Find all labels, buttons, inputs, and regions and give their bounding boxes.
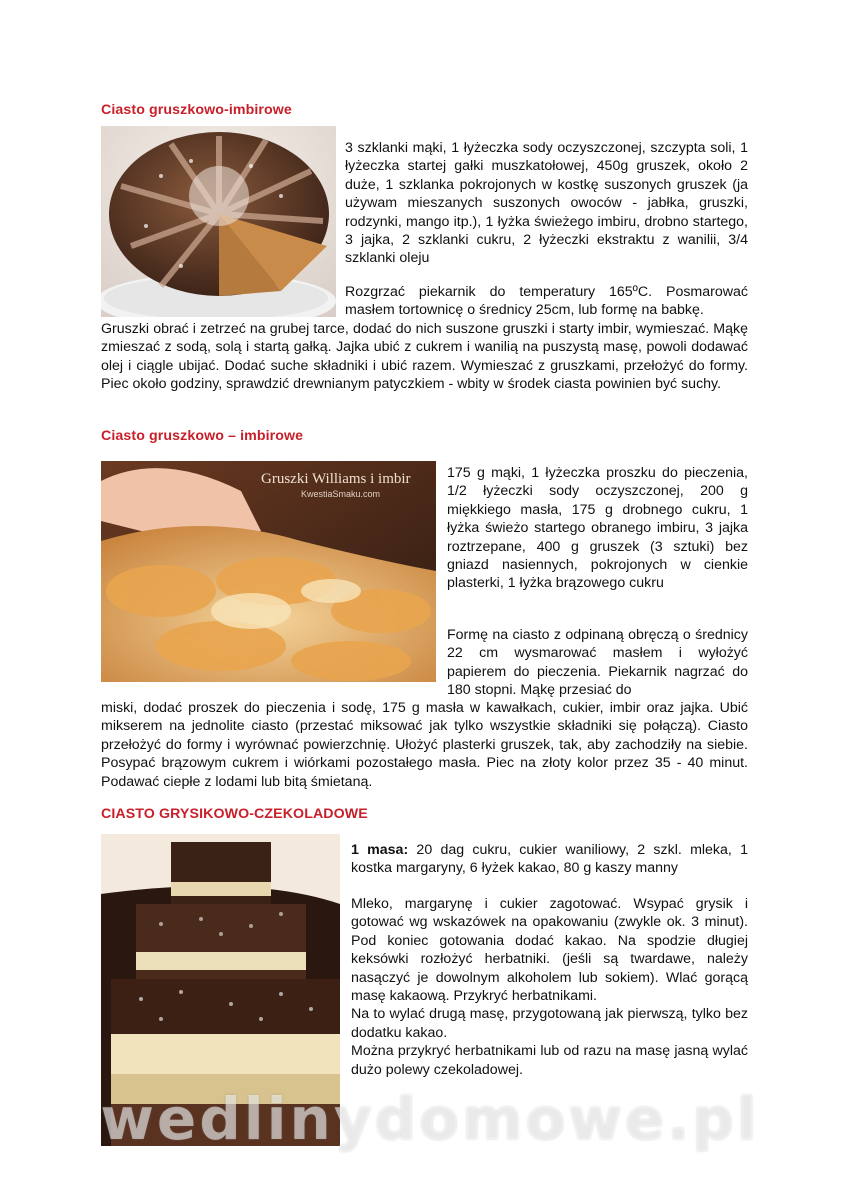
recipe-1-method: Gruszki obrać i zetrzeć na grubej tarce, dodać do nich suszone gruszki i starty imbir, wymieszać. Mąkę zmieszać z sodą, solą i startą gałką. Jajka ubić z cukrem i wanilią na puszystą masę, powoli dodawać olej i ciągle ubijać. Dodać suche składniki i ubić razem. Wymieszać z gruszkami, przełożyć do formy. Piec około godziny, sprawdzić drewnianym patyczkiem - wbity w środek ciasta powinien być suchy.	[101, 321, 748, 393]
recipe-1-title: Ciasto gruszkowo-imbirowe	[101, 102, 292, 118]
method-paragraph: Mleko, margarynę i cukier zagotować. Wsypać grysik i gotować wg wskazówek na opakowaniu (zwykle ok. 3 minut). Pod koniec gotowania dodać kakao. Na spodzie długiej keksówki rozłożyć herbatniki. (jeśli są twardawe, należy nasączyć je dowolnym alkoholem lub sokiem). Wlać gorącą masę kakaową. Przykryć herbatnikami.	[351, 896, 748, 1005]
recipe-2-method: miski, dodać proszek do pieczenia i sodę, 175 g masła w kawałkach, cukier, imbir oraz jajka. Ubić mikserem na jednolite ciasto (przestać miksować jak tylko wszystkie składniki się połączą). Ciasto przełożyć do formy i wyrównać powierzchnię. Ułożyć plasterki gruszek, tak, aby zachodziły na siebie. Posypać brązowym cukrem i wiórkami pozostałego masła. Piec na złoty kolor przez 35 - 40 minut. Podawać ciepłe z lodami lub bitą śmietaną.	[101, 700, 748, 790]
watermark: wedlinydomowe.pl	[100, 1085, 760, 1153]
recipe-1-photo	[101, 126, 336, 317]
recipe-2-method-intro: Formę na ciasto z odpinaną obręczą o średnicy 22 cm wysmarować masłem i wyłożyć papierem do pieczenia. Piekarnik nagrzać do 180 stopni. Mąkę przesiać do	[447, 627, 748, 699]
recipe-2-ingredients: 175 g mąki, 1 łyżeczka proszku do pieczenia, 1/2 łyżeczki sody oczyszczonej, 200 g miękkiego masła, 175 g drobnego cukru, 1 łyżka świeżo startego obranego imbiru, 3 jajka roztrzepane, 400 g gruszek (3 sztuki) bez gniazd nasiennych, pokrojonych w cienkie plasterki, 1 łyżka brązowego cukru	[447, 465, 748, 592]
method-paragraph: Na to wylać drugą masę, przygotowaną jak pierwszą, tylko bez dodatku kakao.	[351, 1006, 748, 1041]
recipe-3-photo	[101, 834, 340, 1146]
semolina-chocolate-cake-image	[101, 834, 340, 1146]
recipe-2-photo	[101, 461, 436, 682]
recipe-3-title: CIASTO GRYSIKOWO-CZEKOLADOWE	[101, 806, 368, 822]
recipe-1-method-intro: Rozgrzać piekarnik do temperatury 165ºC. Posmarować masłem tortownicę o średnicy 25cm, lub formę na babkę.	[345, 284, 748, 319]
recipe-3-ingredients	[351, 841, 748, 878]
recipe-3-method	[351, 895, 748, 1079]
mass-label: 1 masa:	[351, 842, 409, 858]
recipe-2-title: Ciasto gruszkowo – imbirowe	[101, 428, 304, 444]
recipe-1-ingredients: 3 szklanki mąki, 1 łyżeczka sody oczyszczonej, szczypta soli, 1 łyżeczka startej gałki muszkatołowej, 450g gruszek, około 2 duże, 1 szklanka pokrojonych w kostkę suszonych gruszek (ja używam mieszanych suszonych owoców - jabłka, gruszki, rodzynki, mango itp.), 1 łyżka świeżego imbiru, drobno startego, 3 jajka, 2 szklanki cukru, 2 łyżeczki ekstraktu z wanilii, 3/4 szklanki oleju	[345, 140, 748, 267]
mass-ingredients: 20 dag cukru, cukier waniliowy, 2 szkl. mleka, 1 kostka margaryny, 6 łyżek kakao, 80 g kaszy manny	[351, 842, 749, 877]
photo-caption: Gruszki Williams i imbir	[261, 471, 411, 487]
pear-ginger-bundt-cake-image	[101, 126, 336, 317]
method-paragraph: Można przykryć herbatnikami lub od razu na masę jasną wylać dużo polewy czekoladowej.	[351, 1043, 748, 1078]
pear-ginger-cake-slice-image	[101, 461, 436, 682]
photo-site: KwestiaSmaku.com	[301, 489, 381, 499]
